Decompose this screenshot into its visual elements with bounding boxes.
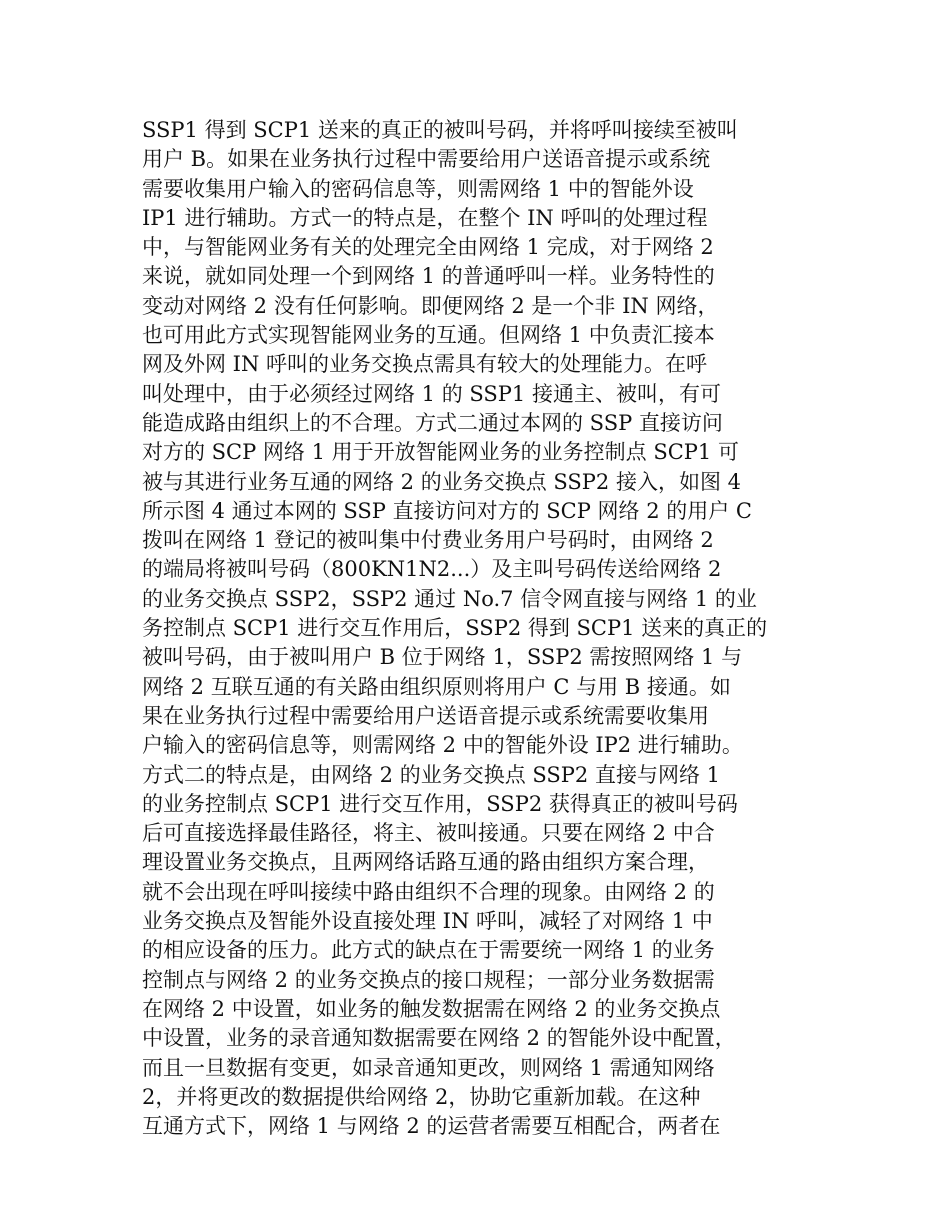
text-line: 理设置业务交换点，且两网络话路互通的路由组织方案合理，	[142, 850, 709, 875]
text-line: 对方的 SCP 网络 1 用于开放智能网业务的业务控制点 SCP1 可	[142, 440, 739, 465]
text-line: 的业务交换点 SSP2，SSP2 通过 No.7 信令网直接与网络 1 的业	[142, 586, 757, 611]
text-line: 被与其进行业务互通的网络 2 的业务交换点 SSP2 接入，如图 4	[142, 469, 741, 494]
text-line: 中设置，业务的录音通知数据需要在网络 2 的智能外设中配置，	[142, 1026, 736, 1051]
text-line: 变动对网络 2 没有任何影响。即便网络 2 是一个非 IN 网络，	[142, 293, 719, 318]
text-line: 在网络 2 中设置，如业务的触发数据需在网络 2 的业务交换点	[142, 996, 721, 1021]
text-line: 2，并将更改的数据提供给网络 2，协助它重新加载。在这种	[142, 1084, 701, 1109]
text-line: 拨叫在网络 1 登记的被叫集中付费业务用户号码时，由网络 2	[142, 528, 714, 553]
text-line: 中，与智能网业务有关的处理完全由网络 1 完成，对于网络 2	[142, 235, 714, 260]
text-line: 用户 B。如果在业务执行过程中需要给用户送语音提示或系统	[142, 147, 711, 172]
text-line: SSP1 得到 SCP1 送来的真正的被叫号码，并将呼叫接续至被叫	[142, 118, 738, 142]
text-line: IP1 进行辅助。方式一的特点是，在整个 IN 呼叫的处理过程	[142, 205, 708, 230]
text-line: 所示图 4 通过本网的 SSP 直接访问对方的 SCP 网络 2 的用户 C	[142, 498, 752, 523]
text-line: 控制点与网络 2 的业务交换点的接口规程；一部分业务数据需	[142, 967, 715, 992]
text-line: 的业务控制点 SCP1 进行交互作用，SSP2 获得真正的被叫号码	[142, 791, 738, 816]
body-text	[142, 116, 832, 1141]
text-line: 也可用此方式实现智能网业务的互通。但网络 1 中负责汇接本	[142, 323, 715, 348]
text-line: 叫处理中，由于必须经过网络 1 的 SSP1 接通主、被叫，有可	[142, 381, 721, 406]
text-line: 被叫号码，由于被叫用户 B 位于网络 1，SSP2 需按照网络 1 与	[142, 645, 743, 670]
text-line: 就不会出现在呼叫接续中路由组织不合理的现象。由网络 2 的	[142, 879, 715, 904]
text-line: 方式二的特点是，由网络 2 的业务交换点 SSP2 直接与网络 1	[142, 762, 720, 787]
text-line: 能造成路由组织上的不合理。方式二通过本网的 SSP 直接访问	[142, 410, 723, 435]
text-line: 后可直接选择最佳路径，将主、被叫接通。只要在网络 2 中合	[142, 821, 715, 846]
text-line: 网及外网 IN 呼叫的业务交换点需具有较大的处理能力。在呼	[142, 352, 708, 377]
text-line: 需要收集用户输入的密码信息等，则需网络 1 中的智能外设	[142, 176, 694, 201]
text-line: 的端局将被叫号码（800KN1N2...）及主叫号码传送给网络 2	[142, 557, 722, 582]
text-line: 户输入的密码信息等，则需网络 2 中的智能外设 IP2 进行辅助。	[142, 733, 743, 758]
text-line: 来说，就如同处理一个到网络 1 的普通呼叫一样。业务特性的	[142, 264, 715, 289]
text-line: 务控制点 SCP1 进行交互作用后，SSP2 得到 SCP1 送来的真正的	[142, 616, 768, 641]
text-line: 果在业务执行过程中需要给用户送语音提示或系统需要收集用	[142, 703, 709, 728]
text-line: 的相应设备的压力。此方式的缺点在于需要统一网络 1 的业务	[142, 938, 715, 963]
text-line: 业务交换点及智能外设直接处理 IN 呼叫，减轻了对网络 1 中	[142, 909, 713, 934]
text-line: 网络 2 互联互通的有关路由组织原则将用户 C 与用 B 接通。如	[142, 674, 731, 699]
text-line: 互通方式下，网络 1 与网络 2 的运营者需要互相配合，两者在	[142, 1114, 721, 1139]
text-line: 而且一旦数据有变更，如录音通知更改，则网络 1 需通知网络	[142, 1055, 715, 1080]
